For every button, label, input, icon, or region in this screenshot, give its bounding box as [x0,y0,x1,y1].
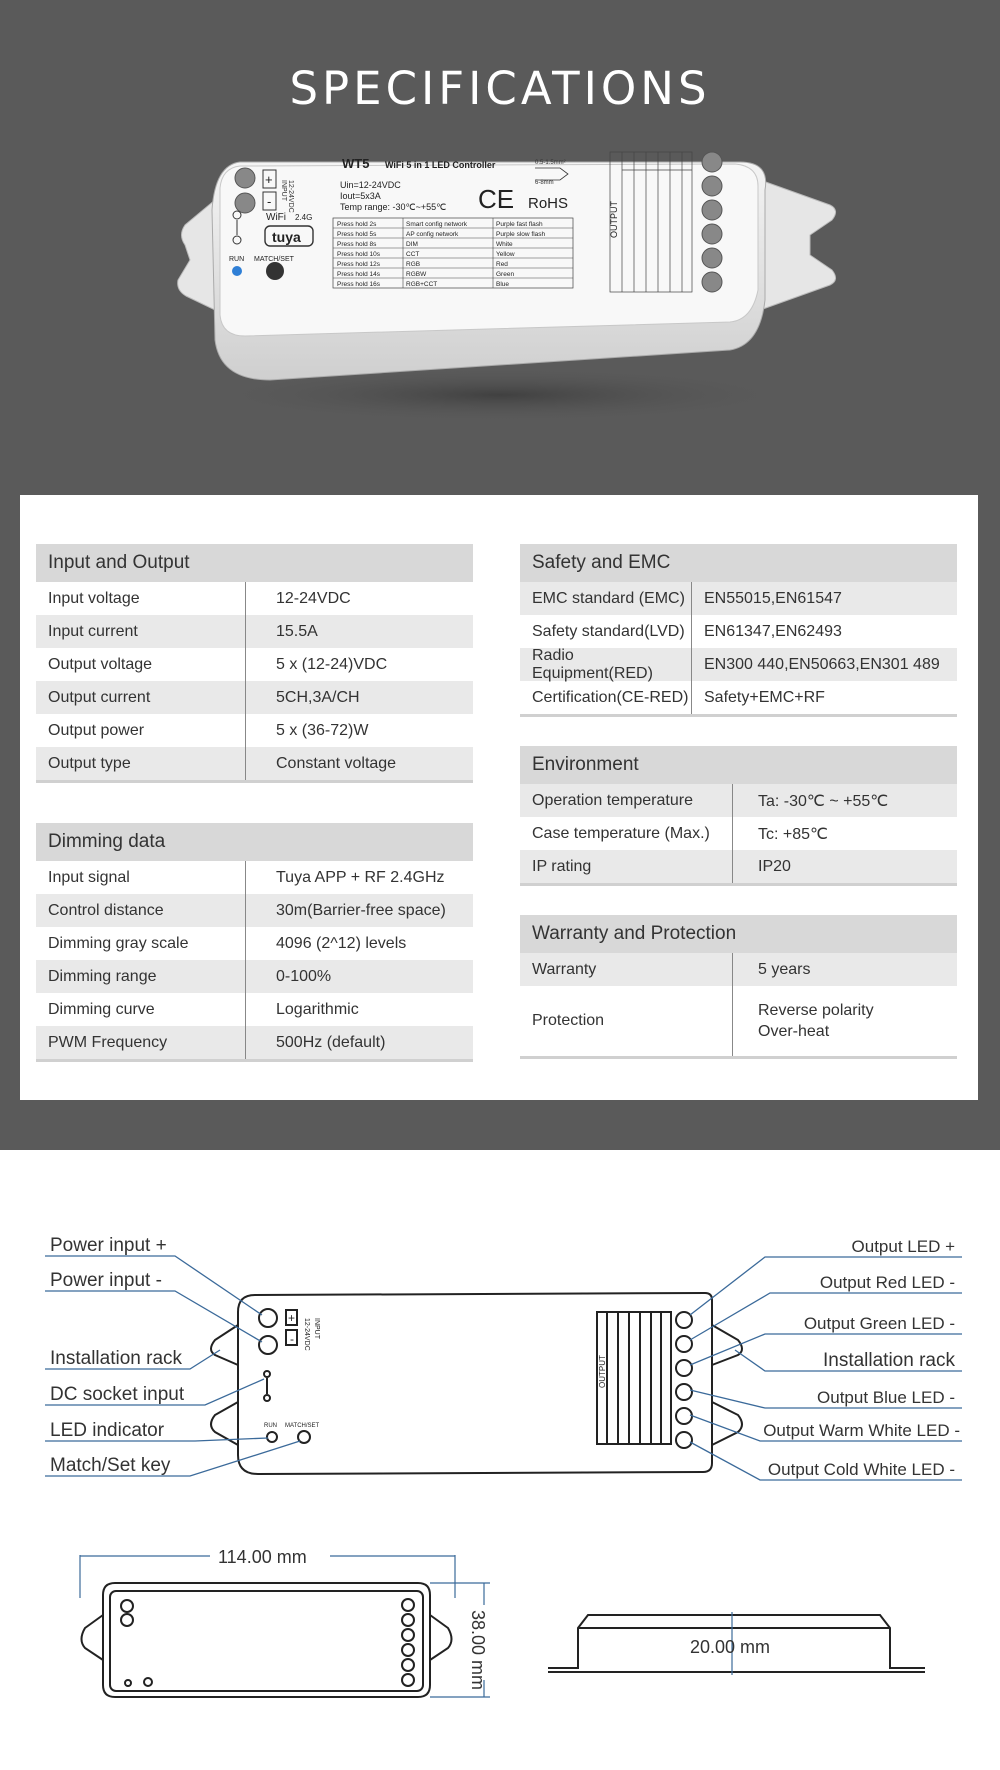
row-key: Output current [36,681,246,714]
table-row [36,648,473,681]
device-model: WT5 [342,156,370,171]
table-row [520,648,957,681]
table-row [36,894,473,927]
row-value: 500Hz (default) [276,1033,386,1051]
diagram-match-label: MATCH/SET [285,1423,320,1429]
callout-power-minus: Power input - [50,1270,162,1291]
table-row [520,615,957,648]
tuya-label: tuya [272,229,301,245]
device-uin: Uin=12-24VDC [340,180,401,190]
row-value: 12-24VDC [276,589,351,607]
row-key: Protection [520,986,733,1056]
warranty-title: Warranty and Protection [520,915,957,953]
row-key: Certification(CE-RED) [520,681,692,714]
height-dimension: 38.00 mm [468,1610,488,1691]
row-key: Output voltage [36,648,246,681]
device-input-voltage: 12-24VDC [287,180,294,213]
table-row [36,582,473,615]
mode-2-press: Press hold 8s [337,241,377,248]
mode-4-func: RGB [406,261,421,268]
table-row [520,953,957,986]
environment-table [520,746,957,886]
run-led [232,266,242,276]
row-value: Tuya APP + RF 2.4GHz [276,868,445,886]
row-key: IP rating [520,850,733,883]
warranty-table [520,915,957,1059]
dimming-table [36,823,473,1062]
wifi-label: WiFi [266,212,286,223]
row-value: 5 years [758,960,811,978]
device-temp: Temp range: -30℃~+55℃ [340,202,447,212]
row-value: 5CH,3A/CH [276,688,360,706]
table-row [36,714,473,747]
spec-card [20,495,978,1100]
input-output-title: Input and Output [36,544,473,582]
table-row [36,861,473,894]
row-key: Dimming range [36,960,246,993]
row-key: EMC standard (EMC) [520,582,692,615]
callout-output-cold-white: Output Cold White LED - [767,1460,955,1479]
row-key: Input signal [36,861,246,894]
row-value: Safety+EMC+RF [704,688,825,706]
mode-0-press: Press hold 2s [337,221,377,228]
callout-led-indicator: LED indicator [50,1420,165,1441]
row-value: 0-100% [276,967,332,985]
ce-mark: CE [478,184,515,214]
mode-1-func: AP config network [406,231,459,238]
row-value: EN61347,EN62493 [704,622,842,640]
table-row [36,960,473,993]
diagram-output-label: OUTPUT [598,1355,607,1388]
diagram-minus: - [290,1332,294,1346]
table-row [520,784,957,817]
row-value: 5 x (12-24)VDC [276,655,388,673]
dimming-title: Dimming data [36,823,473,861]
wiring-diagram [0,1150,1000,1770]
row-key: Control distance [36,894,246,927]
match-set-key [266,262,284,280]
callout-match-set: Match/Set key [50,1455,171,1476]
row-key: Output type [36,747,246,780]
product-photo [0,140,1000,440]
row-key: Case temperature (Max.) [520,817,733,850]
device-minus: - [267,194,272,209]
row-key: Radio Equipment(RED) [520,648,692,681]
table-row [520,850,957,883]
safety-table [520,544,957,717]
device-name: WiFi 5 in 1 LED Controller [385,160,496,170]
callout-output-warm-white: Output Warm White LED - [763,1421,960,1440]
callout-installation-rack-right: Installation rack [822,1350,955,1371]
mode-1-led: Purple slow flash [496,231,546,238]
mode-6-press: Press hold 16s [337,281,380,288]
mode-3-func: CCT [406,251,420,258]
row-key: PWM Frequency [36,1026,246,1059]
table-row [36,747,473,780]
mode-0-led: Purple fast flash [496,221,543,228]
safety-title: Safety and EMC [520,544,957,582]
output-label: OUTPUT [609,201,619,238]
row-value: EN55015,EN61547 [704,589,842,607]
dimension-top-view [82,1583,452,1697]
table-row [36,993,473,1026]
table-row [520,582,957,615]
table-row [520,681,957,714]
row-key: Output power [36,714,246,747]
table-row [520,986,957,1056]
row-value: 4096 (2^12) levels [276,934,407,952]
row-value: 15.5A [276,622,318,640]
row-key: Input current [36,615,246,648]
rohs-mark: RoHS [528,195,569,212]
row-value: Tc: +85℃ [758,825,828,843]
device-plus: + [265,172,273,187]
protection-line: Over-heat [758,1023,830,1040]
row-key: Warranty [520,953,733,986]
row-value: EN300 440,EN50663,EN301 489 [704,655,940,673]
mode-6-led: Blue [496,281,510,288]
table-row [36,681,473,714]
callout-output-red: Output Red LED - [819,1273,955,1292]
protection-line: Reverse polarity [758,1002,874,1019]
row-key: Dimming gray scale [36,927,246,960]
mode-6-func: RGB+CCT [406,281,438,288]
mode-3-press: Press hold 10s [337,251,380,258]
mode-5-func: RGBW [406,271,427,278]
row-value: Ta: -30℃ ~ +55℃ [758,792,889,810]
row-value [733,1000,957,1042]
diagram-run-label: RUN [264,1423,277,1429]
table-row [36,1026,473,1059]
depth-dimension: 20.00 mm [690,1637,771,1657]
mode-0-func: Smart config network [406,221,468,228]
table-row [36,615,473,648]
mode-5-led: Green [496,271,515,278]
table-row [36,927,473,960]
strip-spec: 6-8mm [535,180,554,186]
row-key: Input voltage [36,582,246,615]
device-input-label: INPUT [280,180,287,201]
input-output-table [36,544,473,783]
callout-power-plus: Power input + [50,1235,167,1256]
environment-title: Environment [520,746,957,784]
mode-3-led: Yellow [496,251,515,258]
row-value: IP20 [758,857,791,875]
diagram-input-label: INPUT [313,1318,320,1339]
row-value: Logarithmic [276,1000,359,1018]
width-dimension: 114.00 mm [218,1547,307,1567]
callout-output-green: Output Green LED - [803,1314,955,1333]
mode-2-func: DIM [406,241,418,248]
callout-dc-socket: DC socket input [50,1384,185,1405]
wire-spec: 0.5-1.5mm² [535,160,566,166]
diagram-plus: + [288,1311,296,1325]
mode-5-press: Press hold 14s [337,271,380,278]
callout-installation-rack-left: Installation rack [50,1348,183,1369]
row-value: 30m(Barrier-free space) [276,901,446,919]
table-row [520,817,957,850]
mode-2-led: White [496,241,513,248]
device-iout: Iout=5x3A [340,191,381,201]
mode-4-press: Press hold 12s [337,261,380,268]
callout-output-led-plus: Output LED + [851,1237,955,1256]
run-label: RUN [229,256,245,263]
row-value: 5 x (36-72)W [276,721,369,739]
mode-1-press: Press hold 5s [337,231,377,238]
band-label: 2.4G [295,213,313,222]
match-label: MATCH/SET [254,256,294,263]
diagram-input-voltage: 12-24VDC [303,1318,310,1351]
mode-4-led: Red [496,261,508,268]
page-title: SPECIFICATIONS [289,62,711,115]
row-value: Constant voltage [276,754,397,772]
row-key: Operation temperature [520,784,733,817]
row-key: Safety standard(LVD) [520,615,692,648]
callout-output-blue: Output Blue LED - [817,1388,955,1407]
row-key: Dimming curve [36,993,246,1026]
